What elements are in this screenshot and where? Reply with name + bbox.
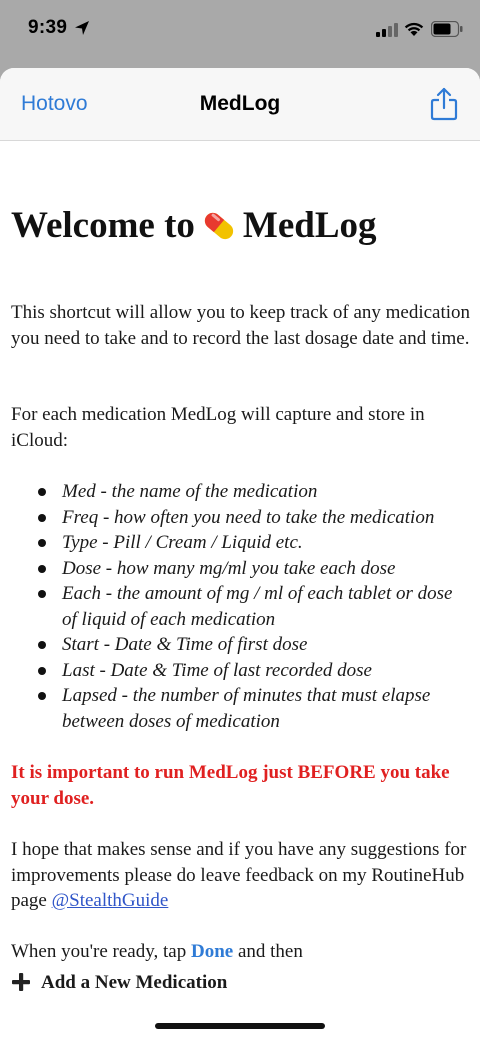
fields-list xyxy=(11,479,471,734)
ready-prefix: When you're ready, tap xyxy=(11,941,191,962)
add-medication-label: Add a New Medication xyxy=(41,972,228,993)
location-arrow-icon xyxy=(74,20,90,36)
home-indicator xyxy=(155,1023,325,1029)
list-item: Dose - how many mg/ml you take each dose xyxy=(11,556,471,582)
shortcut-sheet xyxy=(0,68,480,1039)
list-item: Lapsed - the number of minutes that must elapse between doses of medication xyxy=(11,683,471,734)
share-icon[interactable] xyxy=(430,87,458,121)
list-item: Each - the amount of mg / ml of each tablet or dose of liquid of each medication xyxy=(11,581,471,632)
status-time: 9:39 xyxy=(28,17,68,38)
battery-icon xyxy=(431,21,463,37)
signal-bars-icon xyxy=(376,23,398,37)
pill-icon xyxy=(199,206,239,246)
heading-prefix: Welcome to xyxy=(11,205,195,246)
ready-paragraph xyxy=(11,939,471,965)
plus-icon xyxy=(11,972,31,992)
welcome-heading xyxy=(11,204,377,249)
list-item: Type - Pill / Cream / Liquid etc. xyxy=(11,530,471,556)
list-item: Med - the name of the medication xyxy=(11,479,471,505)
status-bar xyxy=(0,0,480,62)
list-item: Freq - how often you need to take the medication xyxy=(11,505,471,531)
warning-text: It is important to run MedLog just BEFORE you take your dose. xyxy=(11,762,450,809)
navigation-bar xyxy=(0,68,480,141)
list-item: Last - Date & Time of last recorded dose xyxy=(11,658,471,684)
page-title: MedLog xyxy=(199,92,281,115)
list-item: Start - Date & Time of first dose xyxy=(11,632,471,658)
feedback-paragraph xyxy=(11,837,471,914)
done-button[interactable]: Hotovo xyxy=(21,92,88,115)
heading-suffix: MedLog xyxy=(242,205,377,246)
add-medication-row xyxy=(11,972,227,994)
routinehub-link[interactable]: @StealthGuide xyxy=(51,890,169,911)
ready-suffix: and then xyxy=(233,941,303,962)
capture-intro-paragraph: For each medication MedLog will capture and store in iCloud: xyxy=(11,404,425,451)
wifi-icon xyxy=(403,21,425,37)
feedback-text: I hope that makes sense and if you have any suggestions for improvements please do leave feedback on my RoutineHub page xyxy=(11,839,467,911)
intro-paragraph: This shortcut will allow you to keep track of any medication you need to take and to record the last dosage date and time. xyxy=(11,302,471,349)
done-keyword: Done xyxy=(190,941,234,962)
